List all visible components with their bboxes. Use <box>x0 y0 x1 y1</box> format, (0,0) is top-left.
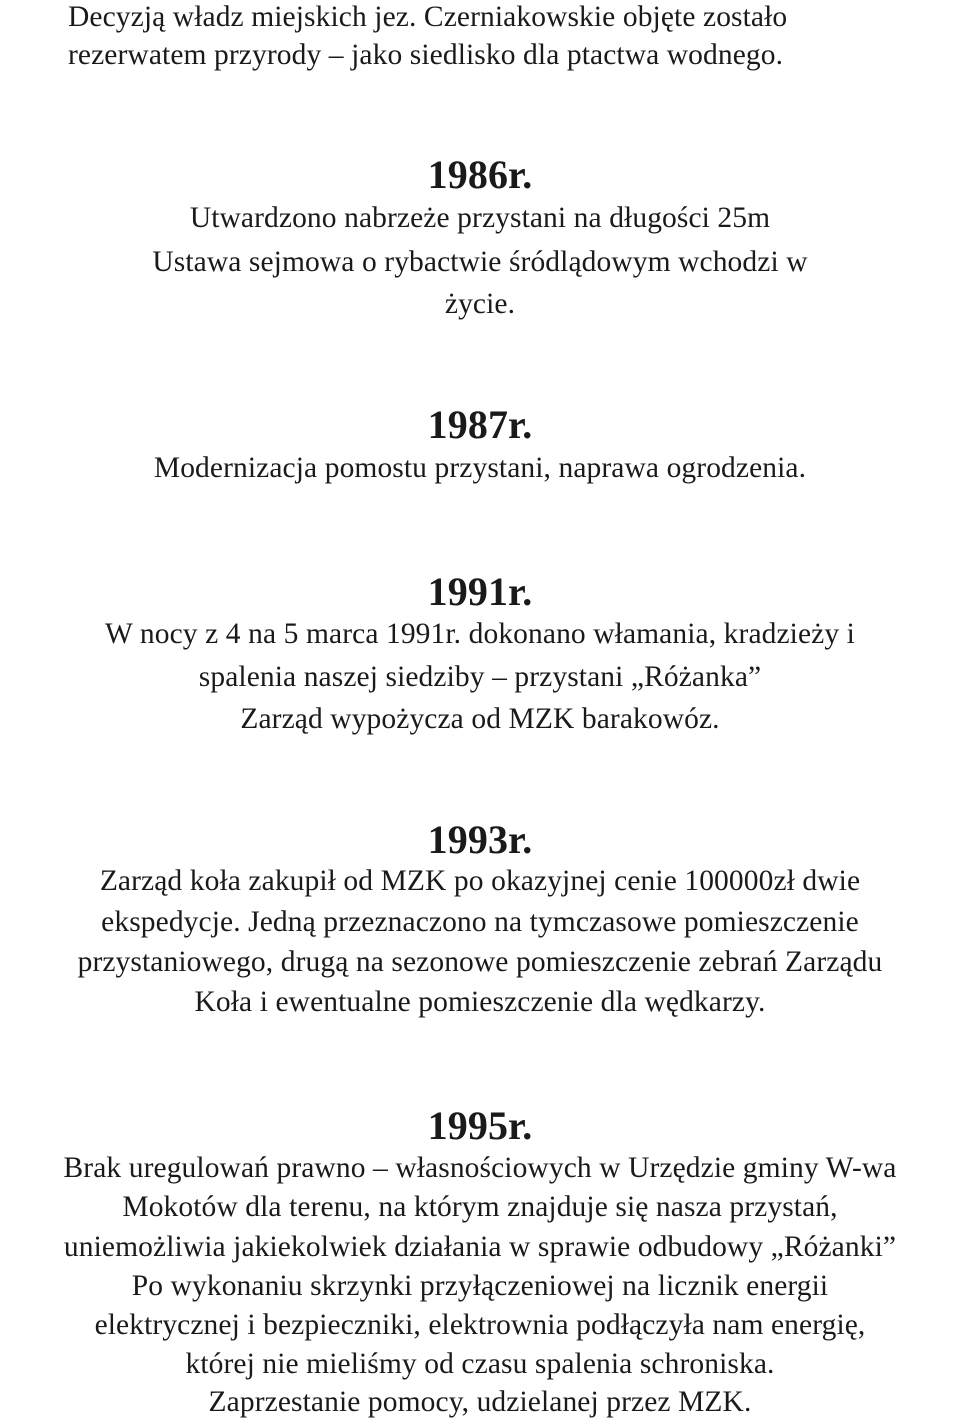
entry-line: Zaprzestanie pomocy, udzielanej przez MZK. <box>208 1386 752 1418</box>
year-heading: 1995r. <box>427 1103 533 1148</box>
entry-line: której nie mieliśmy od czasu spalenia schroniska. <box>185 1348 775 1380</box>
entry-line: Mokotów dla terenu, na którym znajduje się nasza przystań, <box>122 1191 838 1223</box>
entry-line: ekspedycje. Jedną przeznaczono na tymczasowe pomieszczenie <box>101 906 859 938</box>
entry-line: Zarząd wypożycza od MZK barakowóz. <box>240 703 720 735</box>
entry-line: Brak uregulowań prawno – własnościowych w Urzędzie gminy W-wa <box>63 1152 897 1184</box>
entry-line: Po wykonaniu skrzynki przyłączeniowej na licznik energii <box>131 1270 829 1302</box>
year-heading: 1993r. <box>427 817 533 862</box>
year-heading: 1991r. <box>427 569 533 614</box>
entry-line: życie. <box>444 288 516 320</box>
entry-line: Utwardzono nabrzeże przystani na długości 25m <box>189 202 771 234</box>
entry-line: Modernizacja pomostu przystani, naprawa ogrodzenia. <box>153 452 807 484</box>
intro-line: Decyzją władz miejskich jez. Czerniakowskie objęte zostało <box>68 1 788 33</box>
entry-line: Zarząd koła zakupił od MZK po okazyjnej cenie 100000zł dwie <box>99 865 861 897</box>
entry-line: elektrycznej i bezpieczniki, elektrownia podłączyła nam energię, <box>94 1309 866 1341</box>
entry-line: spalenia naszej siedziby – przystani „Różanka” <box>198 661 762 693</box>
entry-line: W nocy z 4 na 5 marca 1991r. dokonano włamania, kradzieży i <box>105 618 855 650</box>
entry-line: Ustawa sejmowa o rybactwie śródlądowym wchodzi w <box>152 246 808 278</box>
year-heading: 1986r. <box>427 152 533 197</box>
entry-line: Koła i ewentualne pomieszczenie dla wędkarzy. <box>194 986 766 1018</box>
entry-line: uniemożliwia jakiekolwiek działania w sprawie odbudowy „Różanki” <box>63 1231 897 1263</box>
year-heading: 1987r. <box>427 402 533 447</box>
entry-line: przystaniowego, drugą na sezonowe pomieszczenie zebrań Zarządu <box>77 946 883 978</box>
intro-line: rezerwatem przyrody – jako siedlisko dla ptactwa wodnego. <box>68 39 784 71</box>
